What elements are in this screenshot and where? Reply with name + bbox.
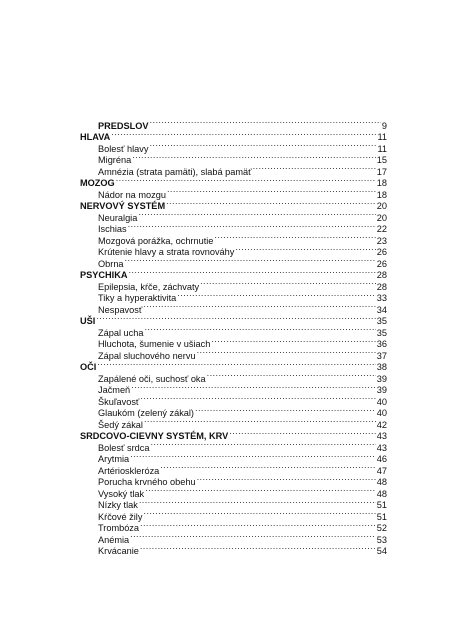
toc-entry-label: Vysoký tlak	[98, 488, 145, 499]
toc-page-number: 28	[376, 270, 387, 280]
toc-entry-label: HLAVA	[80, 132, 111, 142]
toc-entry-label: Epilepsia, kŕče, záchvaty	[98, 281, 200, 292]
toc-page-number: 17	[376, 166, 387, 177]
toc-dot-leader	[149, 140, 376, 152]
toc-entry-label: Krútenie hlavy a strata rovnováhy	[98, 247, 235, 257]
toc-page-number: 11	[377, 132, 387, 142]
toc-entry-label: Jačmeň	[98, 385, 131, 395]
toc-dot-leader	[235, 244, 375, 256]
toc-dot-leader	[128, 267, 375, 279]
toc-entry-label: Zápal sluchového nervu	[98, 350, 196, 361]
toc-dot-leader	[143, 301, 375, 313]
toc-page-number: 54	[376, 546, 387, 556]
toc-dot-leader	[128, 221, 376, 233]
toc-dot-leader	[145, 485, 376, 497]
toc-page-number: 26	[376, 258, 387, 269]
toc-entry-label: Bolesť hlavy	[98, 143, 149, 154]
toc-page-number: 35	[376, 327, 387, 338]
toc-entry-label: Škuľavosť	[98, 396, 140, 407]
toc-entry-label: OČI	[80, 362, 97, 372]
toc-page-number: 26	[376, 247, 387, 257]
toc-page-number: 11	[377, 143, 387, 154]
toc-section-row	[80, 175, 387, 187]
toc-dot-leader	[207, 370, 376, 382]
toc-page-number: 23	[376, 235, 387, 246]
toc-page-number: 43	[376, 431, 387, 441]
toc-entry-label: Šedý zákal	[98, 419, 143, 430]
toc-entry-row	[80, 370, 387, 382]
toc-dot-leader	[229, 428, 376, 440]
toc-dot-leader	[130, 531, 376, 543]
toc-dot-leader	[144, 324, 375, 336]
toc-dot-leader	[111, 129, 376, 141]
toc-dot-leader	[144, 416, 376, 428]
toc-page-number: 39	[376, 385, 387, 395]
toc-entry-label: Porucha krvného obehu	[98, 477, 196, 487]
toc-entry-label: Nespavosť	[98, 304, 143, 315]
toc-dot-leader	[140, 520, 376, 532]
toc-entry-label: Kŕčové žily	[98, 511, 143, 522]
toc-dot-leader	[150, 117, 381, 129]
toc-page-number: 40	[376, 396, 387, 407]
toc-entry-label: Krvácanie	[98, 546, 139, 556]
toc-entry-label: Nádor na mozgu	[98, 189, 166, 200]
toc-entry-label: Zapálené oči, suchosť oka	[98, 373, 206, 384]
toc-entry-label: Anémia	[98, 534, 130, 545]
toc-entry-label: Nízky tlak	[98, 500, 138, 510]
toc-section-row	[80, 313, 387, 325]
toc-page-number: 51	[376, 511, 387, 522]
toc-dot-leader	[130, 451, 376, 463]
toc-entry-label: UŠI	[80, 316, 96, 326]
toc-page-number: 48	[376, 477, 387, 487]
toc-section-row	[80, 129, 387, 141]
toc-page-number: 20	[376, 212, 387, 223]
toc-preface-row	[80, 117, 387, 129]
toc-dot-leader	[160, 462, 375, 474]
toc-page-number: 51	[376, 500, 387, 510]
toc-page-number: 20	[376, 201, 387, 211]
toc-entry-label: Arytmia	[98, 454, 130, 464]
toc-page-number: 40	[376, 408, 387, 418]
toc-page-number: 52	[376, 523, 387, 533]
toc-entry-label: PREDSLOV	[98, 120, 149, 131]
toc-entry-label: Mozgová porážka, ochrnutie	[98, 235, 214, 246]
toc-dot-leader	[167, 186, 376, 198]
toc-entry-label: Migréna	[98, 155, 132, 165]
toc-entry-label: MOZOG	[80, 178, 115, 188]
toc-dot-leader	[125, 255, 376, 267]
toc-entry-label: Amnézia (strata pamäti), slabá pamäť	[98, 166, 252, 177]
toc-section-row	[80, 267, 387, 279]
toc-entry-row	[80, 140, 387, 152]
toc-dot-leader	[197, 474, 376, 486]
toc-entry-label: Hluchota, šumenie v ušiach	[98, 339, 211, 349]
table-of-contents	[80, 117, 387, 554]
toc-page-number: 33	[376, 293, 387, 303]
toc-page-number: 53	[376, 534, 387, 545]
toc-dot-leader	[214, 232, 375, 244]
toc-dot-leader	[138, 209, 375, 221]
toc-entry-label: NERVOVÝ SYSTÉM	[80, 201, 166, 211]
toc-page-number: 38	[376, 362, 387, 372]
toc-dot-leader	[200, 278, 376, 290]
toc-dot-leader	[96, 313, 375, 325]
toc-page-number: 35	[376, 316, 387, 326]
toc-dot-leader	[97, 359, 375, 371]
toc-page-number: 42	[376, 419, 387, 430]
toc-dot-leader	[197, 347, 376, 359]
toc-entry-label: Neuralgia	[98, 212, 138, 223]
toc-dot-leader	[211, 336, 375, 348]
toc-page-number: 39	[376, 373, 387, 384]
toc-entry-label: Bolesť srdca	[98, 442, 150, 453]
toc-page-number: 43	[376, 442, 387, 453]
toc-entry-label: Obrna	[98, 258, 124, 269]
toc-dot-leader	[140, 393, 375, 405]
toc-page-number: 22	[376, 224, 387, 234]
toc-dot-leader	[253, 163, 376, 175]
toc-page-number: 15	[376, 155, 387, 165]
toc-entry-label: Ischias	[98, 224, 127, 234]
toc-entry-row	[80, 324, 387, 336]
toc-page-number: 18	[376, 178, 387, 188]
toc-dot-leader	[132, 152, 376, 164]
toc-dot-leader	[131, 382, 376, 394]
toc-dot-leader	[177, 290, 375, 302]
toc-page-number: 47	[376, 465, 387, 476]
toc-dot-leader	[166, 198, 376, 210]
toc-entry-row	[80, 186, 387, 198]
toc-dot-leader	[195, 405, 376, 417]
toc-page-number: 48	[376, 488, 387, 499]
toc-dot-leader	[150, 439, 375, 451]
toc-entry-label: Zápal ucha	[98, 327, 144, 338]
toc-dot-leader	[140, 543, 376, 555]
toc-entry-label: Glaukóm (zelený zákal)	[98, 408, 194, 418]
toc-page-number: 34	[376, 304, 387, 315]
toc-page-number: 28	[376, 281, 387, 292]
toc-page-number: 9	[381, 120, 387, 131]
toc-dot-leader	[139, 497, 376, 509]
toc-page-number: 37	[376, 350, 387, 361]
toc-entry-row	[80, 255, 387, 267]
toc-page-number: 18	[376, 189, 387, 200]
toc-entry-label: Trombóza	[98, 523, 140, 533]
toc-dot-leader	[116, 175, 376, 187]
toc-entry-label: Artérioskleróza	[98, 465, 160, 476]
toc-page-number: 36	[376, 339, 387, 349]
toc-entry-label: PSYCHIKA	[80, 270, 128, 280]
toc-entry-label: SRDCOVO-CIEVNY SYSTÉM, KRV	[80, 431, 229, 441]
toc-entry-label: Tiky a hyperaktivita	[98, 293, 177, 303]
toc-page-number: 46	[376, 454, 387, 464]
toc-dot-leader	[143, 508, 375, 520]
toc-section-row	[80, 359, 387, 371]
